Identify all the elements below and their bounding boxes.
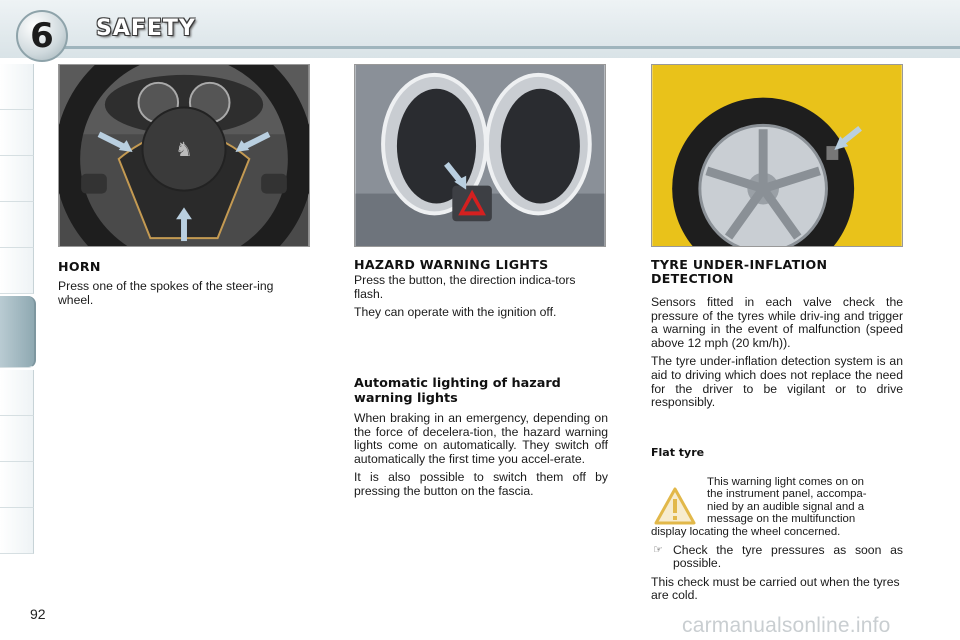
chapter-tab-6-active[interactable]	[0, 296, 36, 368]
auto-hazard-section	[354, 376, 608, 504]
chapter-number-badge	[16, 10, 68, 62]
header-divider	[60, 46, 960, 49]
hazard-section	[354, 258, 608, 325]
horn-text: Press one of the spokes of the steer-ing wheel.	[58, 279, 274, 307]
warning-triangle-icon	[653, 486, 697, 526]
chapter-tab-7[interactable]	[0, 370, 34, 416]
chapter-tab-3[interactable]	[0, 156, 34, 202]
hazard-paragraph-1: Press the button, the direction indica-tors flash.	[354, 273, 576, 301]
chapter-title: SAFETY	[96, 16, 196, 41]
horn-section	[58, 260, 310, 312]
hazard-heading: HAZARD WARNING LIGHTS	[354, 257, 549, 272]
horn-heading: HORN	[58, 259, 101, 274]
check-pressure-text: Check the tyre pressures as soon as possible.	[673, 542, 903, 571]
watermark: carmanualsonline.info	[682, 614, 891, 637]
chapter-tab-1[interactable]	[0, 64, 34, 110]
tyre-valve-photo	[651, 64, 903, 247]
warning-line-5: display locating the wheel concerned.	[651, 525, 841, 538]
auto-hazard-heading: Automatic lighting of hazard warning lights	[354, 376, 561, 406]
chapter-tab-4[interactable]	[0, 202, 34, 248]
tyre-valve-icon	[652, 65, 902, 246]
steering-wheel-icon	[59, 65, 309, 246]
chapter-tab-2[interactable]	[0, 110, 34, 156]
hazard-button-photo	[354, 64, 606, 247]
chapter-tab-strip	[0, 64, 34, 576]
chapter-tab-9[interactable]	[0, 462, 34, 508]
warning-line-3: nied by an audible signal and a	[707, 500, 865, 513]
auto-hazard-paragraph-2: It is also possible to switch them off by pressing the button on the fascia.	[354, 470, 608, 498]
flat-tyre-heading: Flat tyre	[651, 446, 705, 459]
steering-wheel-photo	[58, 64, 310, 247]
closing-text: This check must be carried out when the tyres are cold.	[651, 574, 900, 603]
hazard-button-icon	[355, 65, 605, 246]
pointing-hand-icon: ☞	[653, 543, 663, 556]
header-band	[0, 0, 960, 58]
chapter-tab-8[interactable]	[0, 416, 34, 462]
hazard-paragraph-2: They can operate with the ignition off.	[354, 305, 557, 320]
page-number: 92	[30, 606, 46, 622]
warning-line-4: message on the multifunction	[707, 513, 856, 526]
tyre-paragraph-2: The tyre under-inflation detection system is an aid to driving which does not replace the need for the driver to be vigilant or to drive responsibly.	[651, 354, 903, 410]
chapter-tab-5[interactable]	[0, 248, 34, 294]
warning-line-1: This warning light comes on on	[707, 475, 865, 488]
warning-line-2: the instrument panel, accompa-	[707, 488, 867, 501]
auto-hazard-paragraph-1: When braking in an emergency, depending on the force of decelera-tion, the hazard warning lights come on automatically. They switch off automatically the first time you accel-erate.	[354, 411, 608, 466]
chapter-number: 6	[30, 16, 54, 56]
svg-text:♞: ♞	[175, 137, 193, 161]
flat-tyre-section	[651, 446, 903, 608]
warning-light-block	[651, 476, 903, 539]
chapter-tab-10[interactable]	[0, 508, 34, 554]
tyre-paragraph-1: Sensors fitted in each valve check the pressure of the tyres while driv-ing and trigger a warning in the event of malfunction (speed above 12 mph (20 km/h)).	[651, 295, 903, 350]
tyre-section	[651, 258, 903, 415]
tyre-heading: TYRE UNDER-INFLATION DETECTION	[651, 257, 828, 286]
check-pressure-bullet	[651, 544, 903, 571]
